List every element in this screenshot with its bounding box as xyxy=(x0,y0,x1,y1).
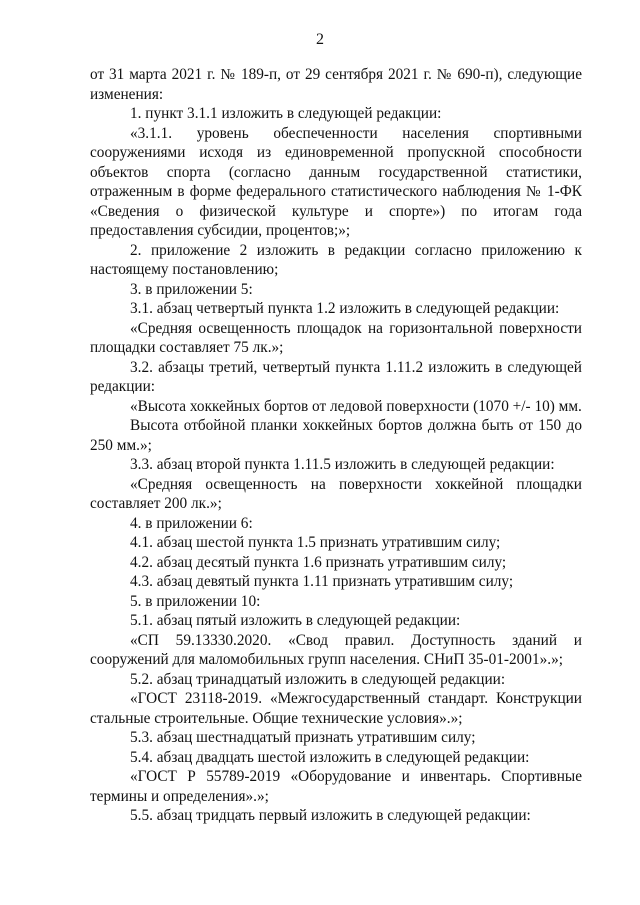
paragraph: «Средняя освещенность на поверхности хоккейной площадки составляет 200 лк.»; xyxy=(90,475,582,512)
page-number: 2 xyxy=(316,31,324,48)
paragraph: 5.2. абзац тринадцатый изложить в следующей редакции: xyxy=(130,670,506,688)
paragraph: «Средняя освещенность площадок на горизонтальной поверхности площадки составляет 75 лк.»; xyxy=(90,319,582,356)
paragraph: 4.2. абзац десятый пункта 1.6 признать утратившим силу; xyxy=(130,553,507,571)
paragraph: 5. в приложении 10: xyxy=(130,592,261,610)
paragraph: 3. в приложении 5: xyxy=(130,280,253,298)
paragraph: 3.1. абзац четвертый пункта 1.2 изложить в следующей редакции: xyxy=(130,300,560,317)
paragraph: 5.3. абзац шестнадцатый признать утратившим силу; xyxy=(130,729,476,746)
paragraph: «СП 59.13330.2020. «Свод правил. Доступность зданий и сооружений для маломобильных групп населения. СНиП 35-01-2001».»; xyxy=(90,631,582,668)
document-body xyxy=(90,65,582,826)
paragraph: 1. пункт 3.1.1 изложить в следующей редакции: xyxy=(130,105,442,122)
paragraph: 5.5. абзац тридцать первый изложить в следующей редакции: xyxy=(130,807,531,824)
paragraph: от 31 марта 2021 г. № 189-п, от 29 сентября 2021 г. № 690-п), следующие изменения: xyxy=(90,66,582,103)
paragraph: «ГОСТ Р 55789-2019 «Оборудование и инвентарь. Спортивные термины и определения».»; xyxy=(90,768,582,805)
paragraph: 2. приложение 2 изложить в редакции согласно приложению к настоящему постановлению; xyxy=(90,241,582,278)
paragraph: 4. в приложении 6: xyxy=(130,514,253,532)
paragraph: Высота отбойной планки хоккейных бортов должна быть от 150 до 250 мм.»; xyxy=(90,417,582,454)
paragraph: «3.1.1. уровень обеспеченности населения спортивными сооружениями исходя из единовременной пропускной способности объектов спорта (согласно данным государственной статистики, отраженным в форме федерального статистического наблюдения № 1-ФК «Сведения о физической культуре и спорте») по итогам года предоставления субсидии, процентов;»; xyxy=(90,124,582,239)
paragraph: 4.3. абзац девятый пункта 1.11 признать утратившим силу; xyxy=(130,573,514,590)
paragraph: 3.2. абзацы третий, четвертый пункта 1.11.2 изложить в следующей редакции: xyxy=(90,358,582,395)
paragraph: «ГОСТ 23118-2019. «Межгосударственный стандарт. Конструкции стальные строительные. Общие технические условия».»; xyxy=(90,690,582,727)
paragraph: 5.1. абзац пятый изложить в следующей редакции: xyxy=(130,612,461,629)
paragraph: 5.4. абзац двадцать шестой изложить в следующей редакции: xyxy=(130,748,530,766)
paragraph: 3.3. абзац второй пункта 1.11.5 изложить в следующей редакции: xyxy=(130,456,555,473)
paragraph: 4.1. абзац шестой пункта 1.5 признать утратившим силу; xyxy=(130,534,501,551)
paragraph: «Высота хоккейных бортов от ледовой поверхности (1070 +/- 10) мм. xyxy=(130,397,582,415)
